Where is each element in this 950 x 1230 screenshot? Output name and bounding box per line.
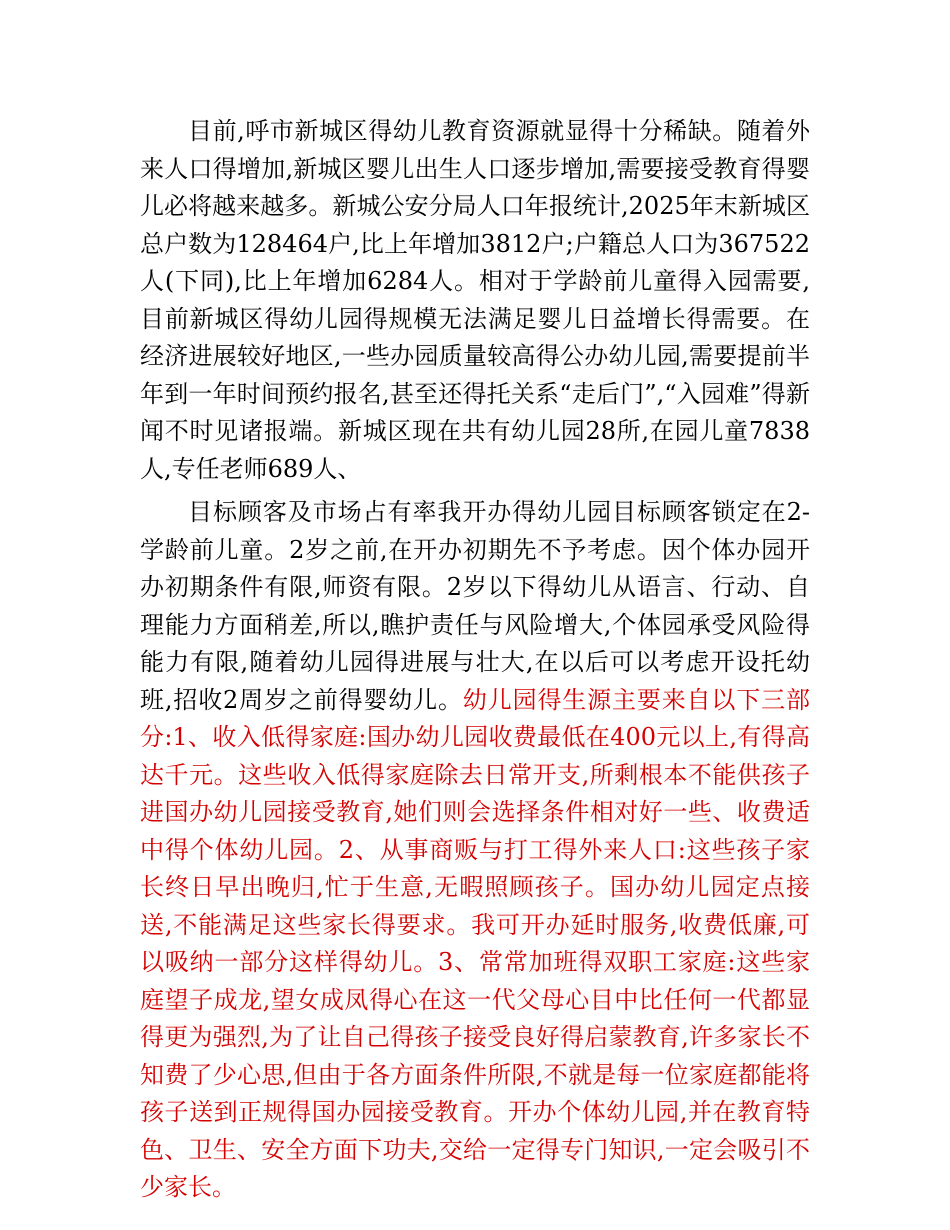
paragraph-target-customers: [140, 494, 810, 1207]
highlighted-enrollment-sources-text: 幼儿园得生源主要来自以下三部分:1、收入低得家庭:国办幼儿园收费最低在400元以上,有得高达千元。这些收入低得家庭除去日常开支,所剩根本不能供孩子进国办幼儿园接受教育,她们则会选择条件相对好一些、收费适中得个体幼儿园。2、从事商贩与打工得外来人口:这些孩子家长终日早出晚归,忙于生意,无暇照顾孩子。国办幼儿园定点接送,不能满足这些家长得要求。我可开办延时服务,收费低廉,可以吸纳一部分这样得幼儿。3、常常加班得双职工家庭:这些家庭望子成龙,望女成凤得心在这一代父母心目中比任何一代都显得更为强烈,为了让自己得孩子接受良好得启蒙教育,许多家长不知费了少心思,但由于各方面条件所限,不就是每一位家庭都能将孩子送到正规得国办园接受教育。开办个体幼儿园,并在教育特色、卫生、安全方面下功夫,交给一定得专门知识,一定会吸引不少家长。: [140, 685, 810, 1201]
document-page: [140, 113, 810, 1213]
paragraph-target-customers-text: 目标顾客及市场占有率我开办得幼儿园目标顾客锁定在2-学龄前儿童。2岁之前,在开办初期先不予考虑。因个体办园开办初期条件有限,师资有限。2岁以下得幼儿从语言、行动、自理能力方面稍差,所以,瞧护责任与风险增大,个体园承受风险得能力有限,随着幼儿园得进展与壮大,在以后可以考虑开设托幼班,招收2周岁之前得婴幼儿。: [140, 498, 810, 714]
paragraph-population-statistics: 目前,呼市新城区得幼儿教育资源就显得十分稀缺。随着外来人口得增加,新城区婴儿出生人口逐步增加,需要接受教育得婴儿必将越来越多。新城公安分局人口年报统计,2025年末新城区总户数为128464户,比上年增加3812户;户籍总人口为367522人(下同),比上年增加6284人。相对于学龄前儿童得入园需要,目前新城区得幼儿园得规模无法满足婴儿日益增长得需要。在经济进展较好地区,一些办园质量较高得公办幼儿园,需要提前半年到一年时间预约报名,甚至还得托关系“走后门”,“入园难”得新闻不时见诸报端。新城区现在共有幼儿园28所,在园儿童7838人,专任老师689人、: [140, 117, 810, 483]
